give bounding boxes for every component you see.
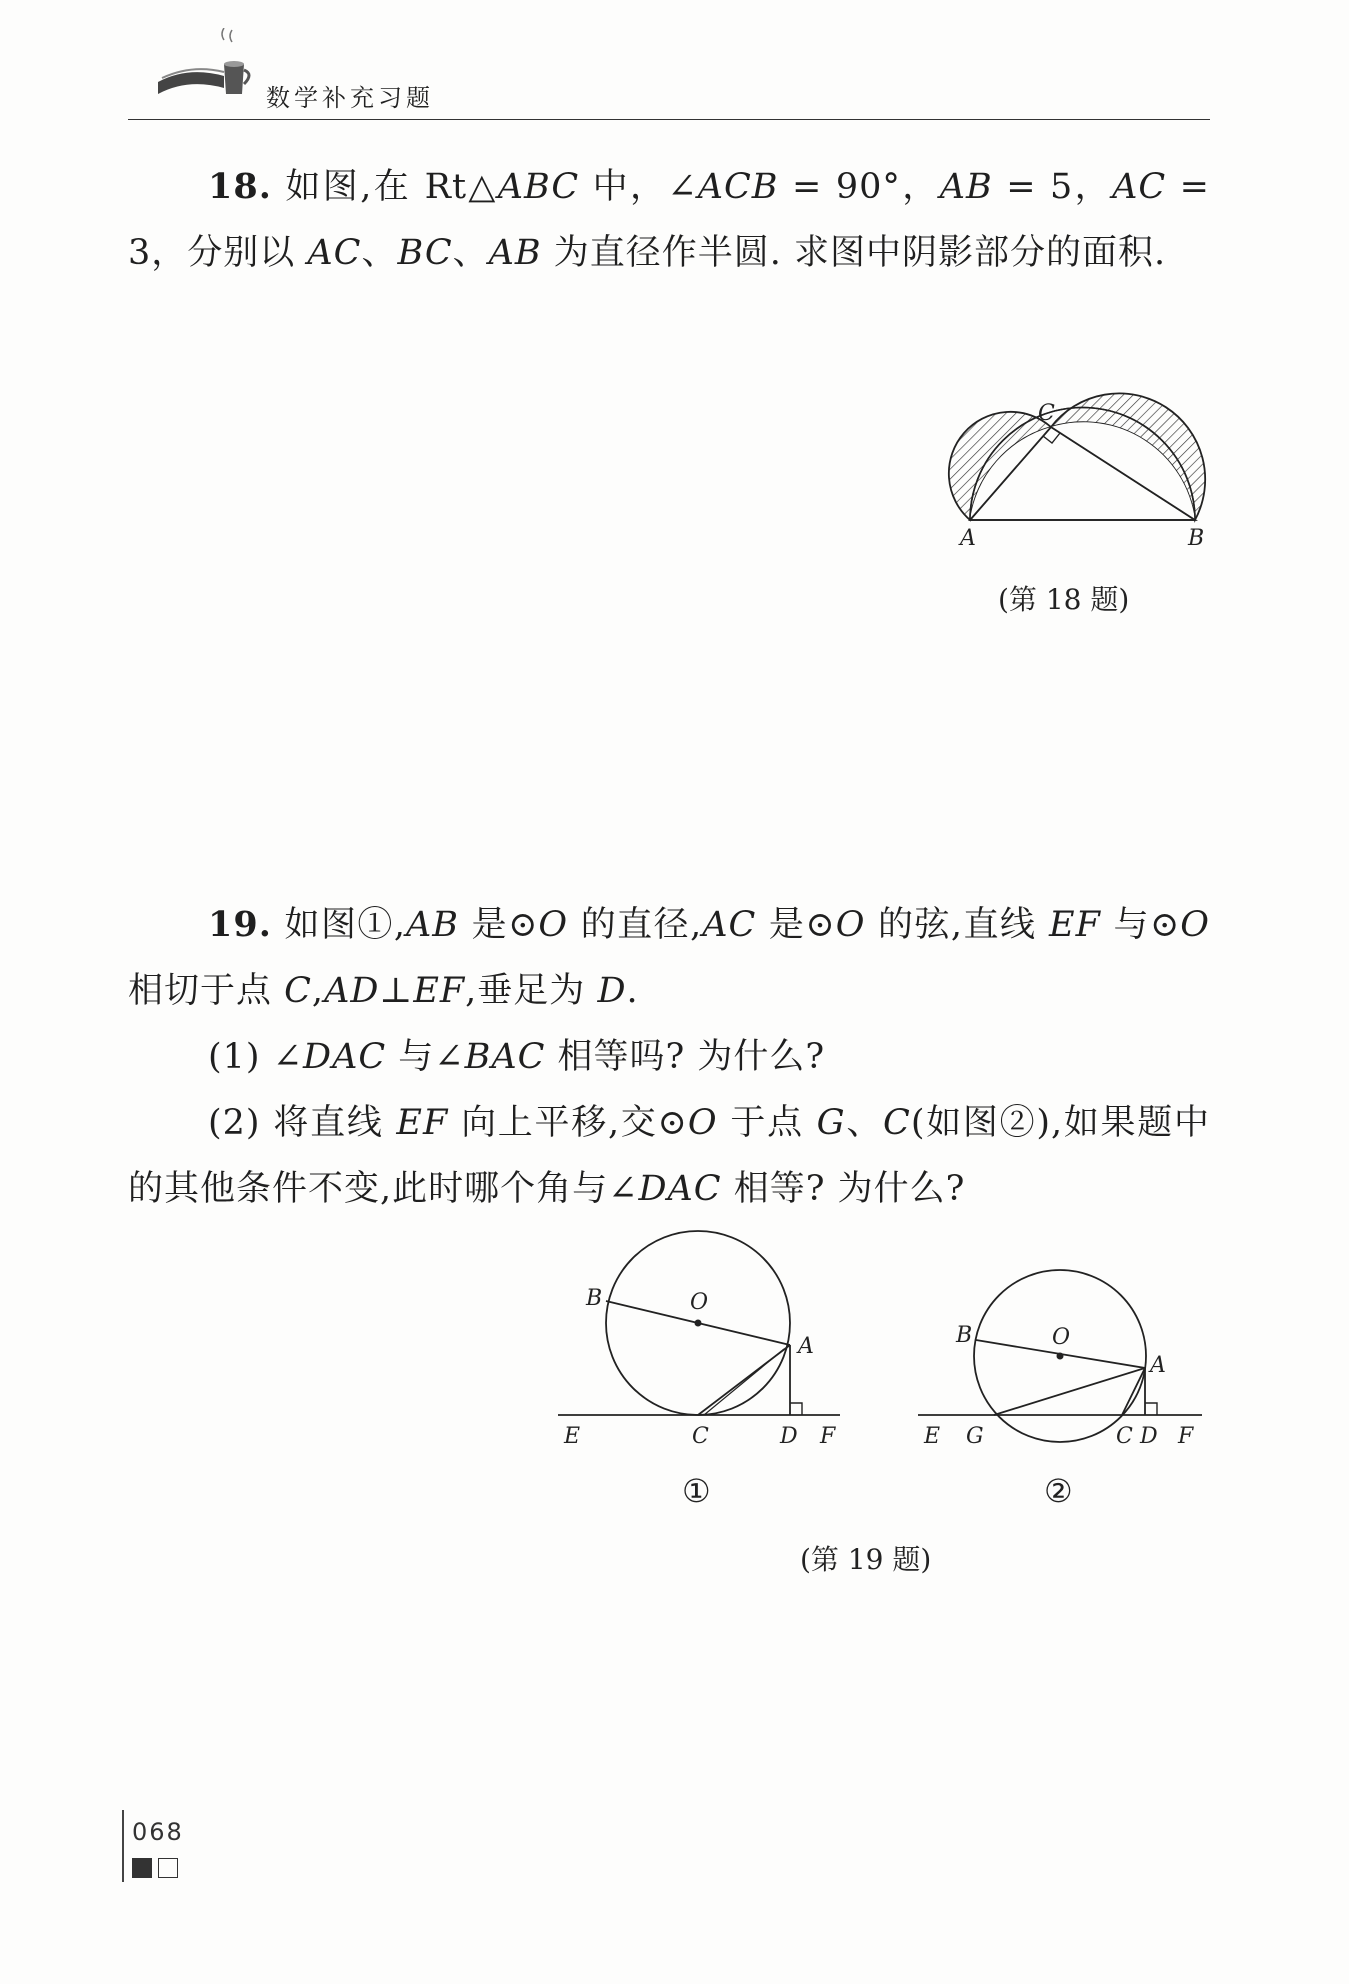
figure-19-2-marker: ② [1044,1472,1073,1510]
label-f: F [1178,1424,1194,1449]
header-rule [128,119,1210,120]
empty-square-icon [158,1858,178,1878]
filled-square-icon [132,1858,152,1878]
figure-19-2 [904,1260,1214,1460]
question-19-intro: 19. 如图①,AB 是⊙O 的直径,AC 是⊙O 的弦,直线 EF 与⊙O 相切于点 C,AD⊥EF,垂足为 D. [128,904,1210,1011]
header-title: 数学补充习题 [266,84,434,112]
label-d: D [1140,1424,1158,1449]
label-d: D [780,1424,798,1449]
label-f: F [820,1424,836,1449]
label-c: C [1116,1424,1133,1449]
label-b: B [956,1323,973,1348]
question-19-part-2: (2) 将直线 EF 向上平移,交⊙O 于点 G、C(如图②),如果题中的其他条件不变,此时哪个角与∠DAC 相等? 为什么? [128,1103,1210,1209]
label-b: B [586,1286,603,1311]
label-a: A [1150,1353,1166,1378]
question-18 [128,154,1210,286]
figure-19-1-marker: ① [682,1472,711,1510]
page-header [128,28,1210,120]
label-b: B [1188,526,1205,550]
chord-ac [1122,1368,1145,1415]
label-c: C [1038,401,1055,426]
page-number: 068 [132,1818,184,1846]
question-number: 18. [208,166,272,207]
figure-19-caption: (第 19 题) [800,1543,932,1576]
label-e: E [924,1424,941,1449]
question-number: 19. [208,904,272,945]
question-19 [128,892,1210,1222]
question-19-part-1: (1) ∠DAC 与∠BAC 相等吗? 为什么? [208,1037,826,1077]
figure-18 [930,370,1230,550]
label-o: O [690,1290,709,1315]
right-angle-mark [790,1403,802,1415]
label-c: C [692,1424,709,1449]
right-angle-mark [1145,1403,1157,1415]
footer-rule [122,1810,124,1882]
center-point [1057,1353,1064,1360]
label-g: G [966,1424,984,1449]
center-point [695,1320,702,1327]
label-o: O [1052,1325,1071,1350]
question-18-text: 18. 如图,在 Rt△ABC 中，∠ACB = 90°，AB = 5，AC = 3，分别以 AC、BC、AB 为直径作半圆. 求图中阴影部分的面积. [128,166,1210,273]
label-e: E [564,1424,581,1449]
label-a: A [798,1334,814,1359]
book-and-cup-logo-icon [152,28,262,108]
segment-ag [994,1368,1145,1415]
label-a: A [960,526,976,550]
figure-18-caption: (第 18 题) [998,583,1130,616]
figure-19-1 [548,1225,858,1465]
